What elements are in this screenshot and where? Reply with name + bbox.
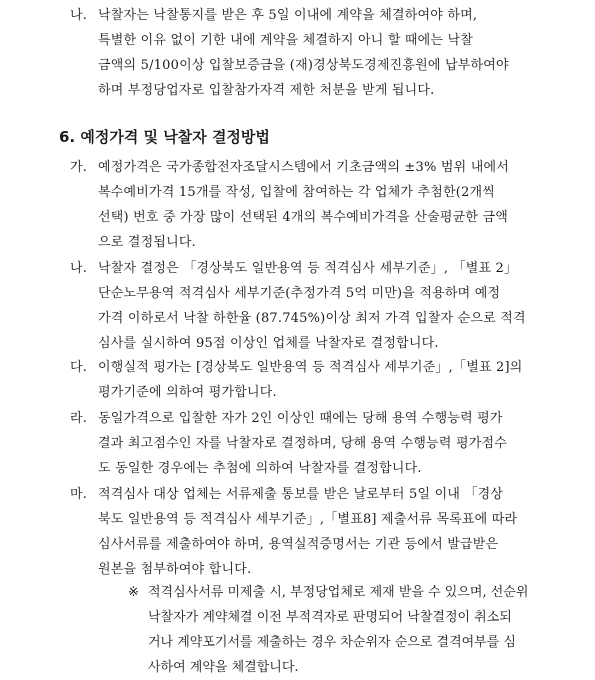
item-line: 예정가격은 국가종합전자조달시스템에서 기초금액의 ±3% 범위 내에서	[98, 160, 510, 175]
item-line: 이행실적 평가는 [경상북도 일반용역 등 적격심사 세부기준」,「별표 2]의	[98, 360, 523, 375]
item-line: 으로 결정됩니다.	[98, 235, 196, 250]
item-marker: 마.	[70, 487, 88, 502]
item-line: 심사서류를 제출하여야 하며, 용역실적증명서는 기관 등에서 발급받은	[98, 537, 499, 552]
item-line: 가격 이하로서 낙찰 하한율 (87.745%)이상 최저 가격 입찰자 순으로 적격	[98, 311, 526, 326]
item-line: 심사를 실시하여 95점 이상인 업체를 낙찰자로 결정합니다.	[98, 336, 439, 351]
item-line: 도 동일한 경우에는 추첨에 의하여 낙찰자를 결정합니다.	[98, 461, 422, 476]
item-line: 적격심사 대상 업체는 서류제출 통보를 받은 날로부터 5일 이내 「경상	[98, 487, 504, 502]
section-item-ga	[70, 155, 550, 255]
section-heading: 6. 예정가격 및 낙찰자 결정방법	[59, 128, 270, 146]
item-marker: 나.	[70, 261, 88, 276]
section-item-ma	[70, 482, 550, 582]
reference-note	[128, 580, 558, 680]
item-line: 낙찰자 결정은 「경상북도 일반용역 등 적격심사 세부기준」, 「별표 2」	[98, 261, 518, 276]
item-line: 북도 일반용역 등 적격심사 세부기준」,「별표8] 제출서류 목록표에 따라	[98, 512, 518, 527]
item-line: 평가기준에 의하여 평가합니다.	[98, 385, 277, 400]
note-line: 거나 계약포기서를 제출하는 경우 차순위자 순으로 결격여부를 심	[148, 635, 516, 650]
item-marker: 라.	[70, 411, 88, 426]
item-line: 금액의 5/100이상 입찰보증금을 (재)경상북도경제진흥원에 납부하여야	[98, 58, 509, 73]
item-line: 원본을 첨부하여야 합니다.	[98, 562, 252, 577]
item-line: 특별한 이유 없이 기한 내에 계약을 체결하지 아니 할 때에는 낙찰	[98, 33, 474, 48]
item-line: 동일가격으로 입찰한 자가 2인 이상인 때에는 당해 용역 수행능력 평가	[98, 411, 503, 426]
section-item-ra	[70, 406, 550, 481]
item-line: 선택) 번호 중 가장 많이 선택된 4개의 복수예비가격을 산술평균한 금액	[98, 210, 508, 225]
item-line: 하며 부정당업자로 입찰참가자격 제한 처분을 받게 됩니다.	[98, 83, 435, 98]
note-line: 낙찰자가 계약체결 이전 부적격자로 판명되어 낙찰결정이 취소되	[148, 610, 512, 625]
item-line: 복수예비가격 15개를 작성, 입찰에 참여하는 각 업체가 추첨한(2개씩	[98, 185, 496, 200]
note-line: 적격심사서류 미제출 시, 부정당업체로 제재 받을 수 있으며, 선순위	[148, 585, 529, 600]
item-marker: 가.	[70, 160, 88, 175]
note-line: 사하여 계약을 체결합니다.	[148, 660, 299, 675]
section-item-na	[70, 256, 550, 356]
item-line: 낙찰자는 낙찰통지를 받은 후 5일 이내에 계약을 체결하여야 하며,	[98, 8, 478, 23]
top-item	[70, 3, 550, 103]
item-line: 단순노무용역 적격심사 세부기준(추정가격 5억 미만)을 적용하며 예정	[98, 286, 501, 301]
item-marker: 다.	[70, 360, 88, 375]
reference-mark-icon: ※	[128, 585, 139, 600]
item-marker: 나.	[70, 8, 88, 23]
item-line: 결과 최고점수인 자를 낙찰자로 결정하며, 당해 용역 수행능력 평가점수	[98, 436, 507, 451]
section-item-da	[70, 355, 550, 405]
